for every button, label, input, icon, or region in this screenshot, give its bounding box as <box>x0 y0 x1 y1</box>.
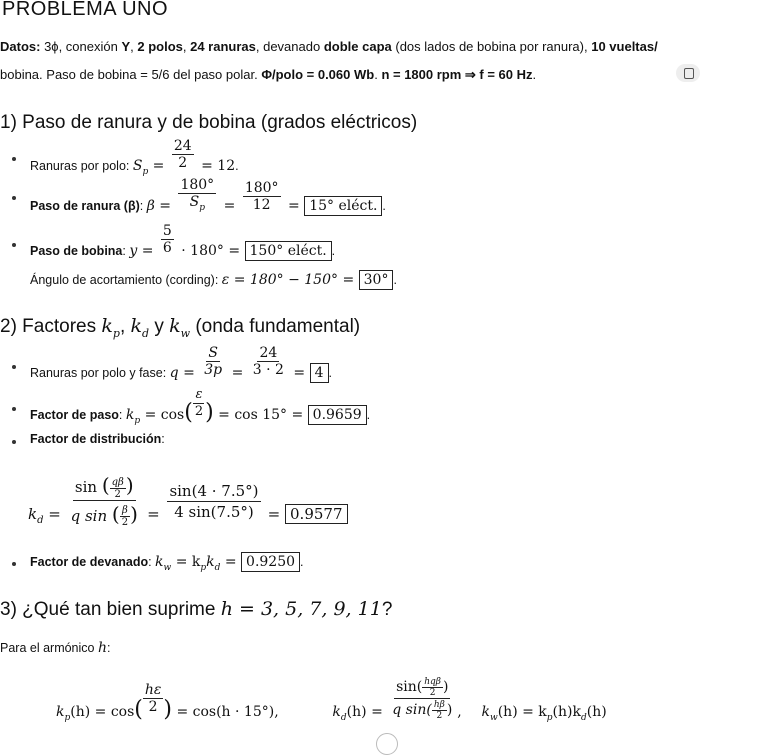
datos-sep: . <box>374 67 382 82</box>
harmonic-equations: $k_p(h) = \cos$( $\frac{h\varepsilon}{2}$ ) = cos(h · 15°), $k_d(h)$ = sin( $\frac{\text{hqβ}}{2}$ ) q sin( $\frac{h\beta}{2}$ ) , $k_w(h) = k_p(h)k_d(h)$ <box>56 676 607 723</box>
datos-sep: , <box>182 39 191 54</box>
section-3-intro: Para el armónico h: <box>0 640 111 656</box>
datos-turns: 10 vueltas/ <box>591 39 658 54</box>
fraction: sin ( $\frac{q\beta}{2}$ ) q sin ( $\frac{\beta}{2}$ ) <box>70 473 138 528</box>
scroll-down-icon[interactable] <box>376 733 398 755</box>
item-label: Paso de bobina <box>30 243 123 258</box>
fraction: $\frac{180^\circ}{S_p}$ <box>180 177 215 213</box>
section-2-item-pitch-factor: Factor de paso: $k_p = \cos$( $\frac{\varepsilon}{2}$ ) = cos 15° = 0.9659 . <box>30 387 371 426</box>
datos-slots: 24 ranuras <box>190 39 256 54</box>
fraction: $\frac{24}{2}$ <box>173 138 192 171</box>
section-1-item-slot-pitch: Paso de ranura (β): β = $\frac{180^\circ}{S_p}$ = $\frac{180^\circ}{12}$ = 15° eléct. . <box>30 177 386 216</box>
datos-text: , devanado <box>255 39 324 54</box>
section-3-heading: 3) ¿Qué tan bien suprime h = 3, 5, 7, 9, 11? <box>0 598 393 620</box>
math: y = <box>129 242 158 259</box>
item-label: Ranuras por polo y fase: <box>30 365 170 380</box>
item-label: Ángulo de acortamiento (cording): <box>30 273 222 287</box>
page-title: PROBLEMA UNO <box>2 0 169 20</box>
datos-poles: 2 polos <box>137 39 183 54</box>
result: = 12 <box>196 157 236 174</box>
fraction: $\frac{180^\circ}{12}$ <box>244 179 279 213</box>
fraction: sin( $\frac{\text{hqβ}}{2}$ ) q sin( $\frac{h\beta}{2}$ ) <box>392 676 453 721</box>
math: $S_p$ = <box>132 157 169 177</box>
boxed-result: 0.9577 <box>285 504 348 524</box>
datos-text: bobina <box>0 67 40 82</box>
item-label: Paso de ranura (β) <box>30 198 140 213</box>
datos-sep: , <box>130 39 138 54</box>
fraction: $\frac{\varepsilon}{2}$ <box>194 387 204 419</box>
boxed-result: 30° <box>359 270 394 290</box>
datos-label: Datos: <box>0 39 41 54</box>
fraction: $\frac{\sin(4 \cdot 7.5^\circ)}{4 \sin(7.5^\circ)}$ <box>169 481 259 521</box>
bullet <box>12 243 16 247</box>
fraction: $\frac{5}{6}$ <box>162 223 172 256</box>
bullet <box>12 440 16 444</box>
boxed-result: 4 <box>310 363 329 383</box>
datos-line-2 <box>0 67 536 83</box>
bullet <box>12 157 16 161</box>
section-1-item-coil-pitch: Paso de bobina: y = $\frac{5}{6}$ · 180° = 150° eléct. . <box>30 223 336 259</box>
datos-coil-pitch: . Paso de bobina = 5/6 <box>39 67 170 82</box>
boxed-result: 0.9659 <box>308 405 367 425</box>
section-2-item-distribution-factor: Factor de distribución: <box>30 432 165 446</box>
datos-flux: Φ/polo = 0.060 Wb <box>261 67 375 82</box>
datos-text: del paso polar. <box>169 67 262 82</box>
math: ε = 180° − 150° = <box>221 272 359 288</box>
fraction: $\frac{24}{3 \cdot 2}$ <box>252 345 284 378</box>
section-1-heading: 1) Paso de ranura y de bobina (grados eléctricos) <box>0 112 418 133</box>
copy-button[interactable] <box>676 64 700 82</box>
section-1-item-slots-per-pole <box>30 138 239 177</box>
datos-sep: . <box>532 67 537 82</box>
math: β = <box>146 197 176 214</box>
section-2-item-q: Ranuras por polo y fase: q = $\frac{S}{3p}$ = $\frac{24}{3 \cdot 2}$ = 4 . <box>30 345 332 381</box>
copy-icon <box>684 68 694 79</box>
section-2-heading: 2) Factores $k_p$, $k_d$ y $k_w$ (onda fundamental) <box>0 315 361 340</box>
bullet <box>12 365 16 369</box>
bullet <box>12 196 16 200</box>
bullet <box>12 407 16 411</box>
datos-speed: n = 1800 rpm ⇒ f = 60 Hz <box>381 67 533 82</box>
boxed-result: 15° eléct. <box>304 196 382 216</box>
section-2-item-winding-factor: Factor de devanado: $k_w = k_pk_d = 0.9250$ . <box>30 554 304 573</box>
period: . <box>235 158 239 173</box>
item-label: Factor de devanado <box>30 555 149 569</box>
datos-connection: Y <box>121 39 131 54</box>
datos-text: (dos lados de bobina por ranura), <box>391 39 592 54</box>
item-label: Factor de distribución <box>30 432 162 446</box>
datos-double-layer: doble capa <box>323 39 392 54</box>
boxed-result: 150° eléct. <box>245 241 332 261</box>
section-1-cording-angle: Ángulo de acortamiento (cording): ε = 180° − 150° = 30° . <box>30 272 397 288</box>
kd-equation: $k_d$ = sin ( $\frac{q\beta}{2}$ ) q sin ( $\frac{\beta}{2}$ ) = $\frac{\sin(4 \cdot 7.5^\circ)}{4 \sin(7.5^\circ)}$ = 0.9577 <box>28 474 348 529</box>
fraction: $\frac{h\varepsilon}{2}$ <box>144 682 162 715</box>
datos-text: 3ϕ, conexión <box>40 39 122 54</box>
boxed-result: 0.9250 <box>241 552 300 572</box>
fraction: $\frac{S}{3p}$ <box>204 345 223 378</box>
item-label: Factor de paso <box>30 407 119 422</box>
bullet <box>12 562 16 566</box>
item-label: Ranuras por polo: <box>30 158 133 173</box>
datos-line-1 <box>0 39 658 54</box>
